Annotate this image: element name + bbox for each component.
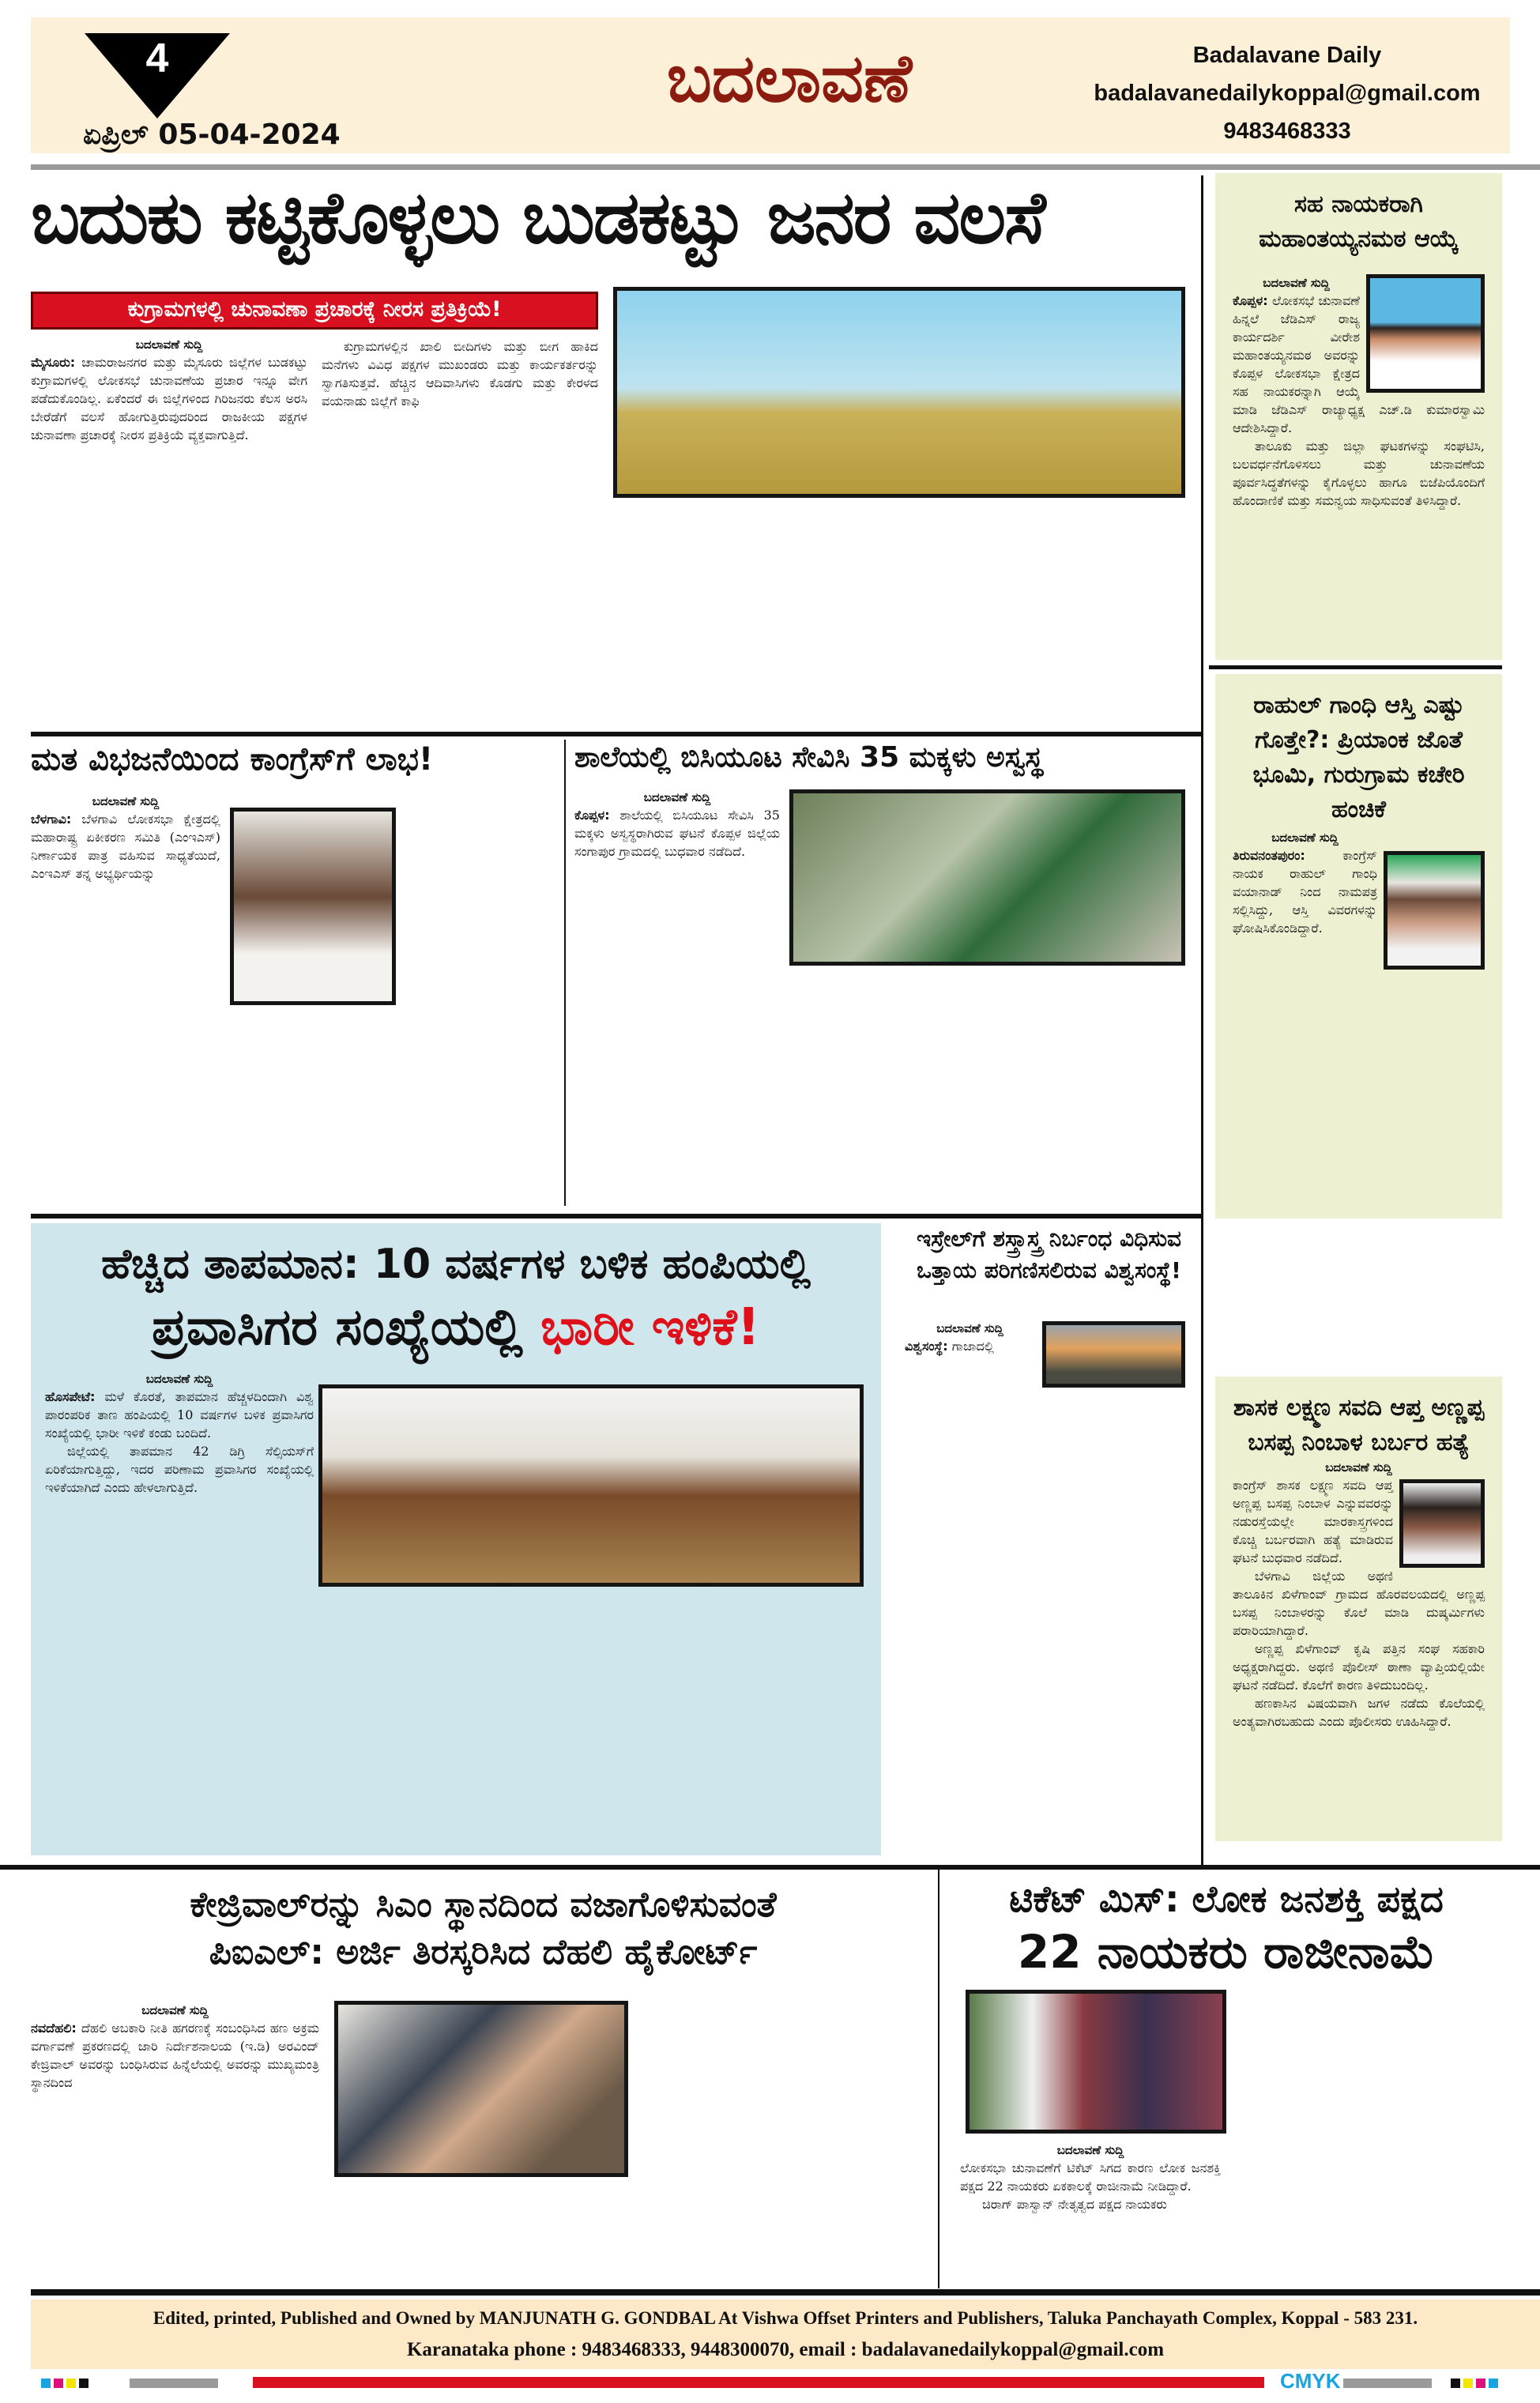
divider	[31, 164, 1540, 170]
rally-photo	[966, 1990, 1226, 2134]
person-photo	[1366, 274, 1485, 393]
ljp-headline-2: 22 ನಾಯಕರು ರಾಜೀನಾಮೆ	[1017, 1925, 1436, 1979]
dateline: ಬೆಳಗಾವಿ:	[31, 812, 72, 827]
kejriwal-headline-1: ಕೇಜ್ರಿವಾಲ್‌ರನ್ನು ಸಿಎಂ ಸ್ಥಾನದಿಂದ ವಜಾಗೊಳಿಸುವಂತೆ	[190, 1885, 777, 1925]
hampi-headline-1: ಹೆಚ್ಚಿದ ತಾಪಮಾನ: 10 ವರ್ಷಗಳ ಬಳಿಕ ಹಂಪಿಯಲ್ಲಿ	[101, 1241, 811, 1288]
story-credit: ಬದಲಾವಣೆ ಸುದ್ದಿ	[1271, 831, 1339, 845]
paragraph: ಶಾಲೆಯಲ್ಲಿ ಬಿಸಿಯೂಟ ಸೇವಿಸಿ 35 ಮಕ್ಕಳು ಅಸ್ವಸ್ಥರಾಗಿರುವ ಘಟನೆ ಕೊಪ್ಪಳ ಜಿಲ್ಲೆಯ ಸಂಗಾಪುರ ಗ್ರಾಮದಲ್ಲಿ ಬುಧವಾರ ನಡೆದಿದೆ.	[574, 808, 780, 859]
story-credit: ಬದಲಾವಣೆ ಸುದ್ದಿ	[1056, 2143, 1124, 2157]
story-credit: ಬದಲಾವಣೆ ಸುದ್ದಿ	[141, 2003, 209, 2017]
paragraph: ಲೋಕಸಭಾ ಚುನಾವಣೆಗೆ ಟಿಕೆಟ್ ಸಿಗದ ಕಾರಣ ಲೋಕ ಜನಶಕ್ತಿ ಪಕ್ಷದ 22 ನಾಯಕರು ಏಕಕಾಲಕ್ಕೆ ರಾಜೀನಾಮೆ ನೀಡಿದ್ದಾರೆ.	[960, 2160, 1221, 2194]
gray-bar	[1343, 2379, 1432, 2388]
congress-headline: ಮತ ವಿಭಜನೆಯಿಂದ ಕಾಂಗ್ರೆಸ್‌ಗೆ ಲಾಭ!	[31, 741, 434, 778]
registration-mark-yellow	[66, 2379, 76, 2388]
paragraph: ಅಣ್ಣಪ್ಪ ಖಿಳೆಗಾಂವ್ ಕೃಷಿ ಪತ್ತಿನ ಸಂಘ ಸಹಕಾರಿ ಅಧ್ಯಕ್ಷರಾಗಿದ್ದರು. ಅಥಣಿ ಪೊಲೀಸ್ ಠಾಣಾ ವ್ಯಾಪ್ತಿಯಲ್ಲಿಯೇ ಘಟನೆ ನಡೆದಿದೆ. ಕೊಲೆಗೆ ಕಾರಣ ತಿಳಿದುಬಂದಿಲ್ಲ.	[1233, 1641, 1485, 1693]
lead-headline: ಬದುಕು ಕಟ್ಟಿಕೊಳ್ಳಲು ಬುಡಕಟ್ಟು ಜನರ ವಲಸೆ	[31, 175, 1045, 260]
red-bar	[253, 2377, 1264, 2388]
story-credit: ಬದಲಾವಣೆ ಸುದ್ದಿ	[92, 794, 160, 808]
registration-mark-magenta	[1476, 2379, 1485, 2388]
victim-photo	[1399, 1479, 1485, 1568]
hampi-story	[31, 1223, 881, 1855]
kejriwal-headline-2: ಪಿಐಎಲ್: ಅರ್ಜಿ ತಿರಸ್ಕರಿಸಿದ ದೆಹಲಿ ಹೈಕೋರ್ಟ್	[209, 1932, 758, 1972]
paragraph: ಹಣಕಾಸಿನ ವಿಷಯವಾಗಿ ಜಗಳ ನಡೆದು ಕೊಲೆಯಲ್ಲಿ ಅಂತ್ಯವಾಗಿರಬಹುದು ಎಂದು ಪೊಲೀಸರು ಊಹಿಸಿದ್ದಾರೆ.	[1233, 1696, 1485, 1729]
hampi-story-body	[45, 1372, 314, 1497]
lead-subhead: ಕುಗ್ರಾಮಗಳಲ್ಲಿ ಚುನಾವಣಾ ಪ್ರಚಾರಕ್ಕೆ ನೀರಸ ಪ್ರತಿಕ್ರಿಯೆ!	[31, 292, 598, 330]
divider	[31, 1214, 1201, 1218]
paragraph: ಗಾಜಾದಲ್ಲಿ	[951, 1339, 994, 1354]
paragraph: ಜಿಲ್ಲೆಯಲ್ಲಿ ತಾಪಮಾನ 42 ಡಿಗ್ರಿ ಸೆಲ್ಸಿಯಸ್‌ಗೆ ಏರಿಕೆಯಾಗುತ್ತಿದ್ದು, ಇದರ ಪರಿಣಾಮ ಪ್ರವಾಸಿಗರ ಸಂಖ್ಯೆಯಲ್ಲಿ ಇಳಿಕೆಯಾಗಿದೆ ಎಂದು ಹೇಳಲಾಗುತ್ತಿದೆ.	[45, 1444, 314, 1495]
divider	[31, 732, 1201, 736]
newspaper-name: Badalavane Daily	[1192, 43, 1382, 68]
school-headline: ಶಾಲೆಯಲ್ಲಿ ಬಿಸಿಯೂಟ ಸೇವಿಸಿ 35 ಮಕ್ಕಳು ಅಸ್ವಸ್ಥ	[574, 741, 1044, 774]
paragraph: ದೆಹಲಿ ಅಬಕಾರಿ ನೀತಿ ಹಗರಣಕ್ಕೆ ಸಂಬಂಧಿಸಿದ ಹಣ ಅಕ್ರಮ ವರ್ಗಾವಣೆ ಪ್ರಕರಣದಲ್ಲಿ ಜಾರಿ ನಿರ್ದೇಶನಾಲಯ (ಇ.ಡಿ) ಅರವಿಂದ್ ಕೇಜ್ರಿವಾಲ್ ಅವರನ್ನು ಬಂಧಿಸಿರುವ ಹಿನ್ನೆಲೆಯಲ್ಲಿ ಅವರನ್ನು ಮುಖ್ಯಮಂತ್ರಿ ಸ್ಥಾನದಿಂದ	[31, 2021, 319, 2090]
paragraph: ಕುಗ್ರಾಮಗಳಲ್ಲಿನ ಖಾಲಿ ಬೀದಿಗಳು ಮತ್ತು ಬೀಗ ಹಾಕಿದ ಮನೆಗಳು ವಿವಿಧ ಪಕ್ಷಗಳ ಮುಖಂಡರು ಮತ್ತು ಕಾರ್ಯಕರ್ತರನ್ನು ಸ್ವಾಗತಿಸುತ್ತವೆ. ಹೆಚ್ಚಿನ ಆದಿವಾಸಿಗಳು ಕೊಡಗು ಮತ್ತು ಕೇರಳದ ವಯನಾಡು ಜಿಲ್ಲೆಗೆ ಕಾಫಿ	[322, 339, 598, 409]
imprint-contact: Karanataka phone : 9483468333, 9448300070, email : badalavanedailykoppal@gmail.com	[406, 2339, 1165, 2360]
kejriwal-story-body	[31, 2003, 319, 2092]
kejriwal-photo	[334, 2001, 628, 2177]
registration-mark-cyan	[1489, 2379, 1498, 2388]
divider	[0, 1865, 1540, 1870]
dateline: ನವದೆಹಲಿ:	[31, 2021, 77, 2036]
dateline: ಕೊಪ್ಪಳ:	[574, 808, 610, 823]
masthead-email[interactable]: badalavanedailykoppal@gmail.com	[1094, 81, 1481, 106]
registration-mark-cyan	[41, 2379, 51, 2388]
dateline: ವಿಶ್ವಸಂಸ್ಥೆ:	[905, 1339, 948, 1354]
masthead	[31, 17, 1510, 153]
newspaper-logo: ಬದಲಾವಣೆ	[666, 40, 913, 117]
story-credit: ಬದಲಾವಣೆ ಸುದ್ದಿ	[643, 790, 711, 804]
paragraph: ಬೆಳಗಾವಿ ಜಿಲ್ಲೆಯ ಅಥಣಿ ತಾಲೂಕಿನ ಖಿಳೆಗಾಂವ್ ಗ್ರಾಮದ ಹೊರವಲಯದಲ್ಲಿ ಅಣ್ಣಪ್ಪ ಬಸಪ್ಪ ನಿಂಬಾಳರನ್ನು ಕೊಲೆ ಮಾಡಿ ದುಷ್ಕರ್ಮಿಗಳು ಪರಾರಿಯಾಗಿದ್ದಾರೆ.	[1233, 1569, 1485, 1638]
israel-story-body	[905, 1321, 1035, 1355]
lead-story-body	[31, 337, 598, 721]
sidebar-headline: ರಾಹುಲ್ ಗಾಂಧಿ ಆಸ್ತಿ ಎಷ್ಟು ಗೊತ್ತೇ?: ಪ್ರಿಯಾಂಕ ಜೊತೆ ಭೂಮಿ, ಗುರುಗ್ರಾಮ ಕಚೇರಿ ಹಂಚಿಕೆ	[1252, 691, 1465, 823]
school-children-photo	[789, 789, 1185, 966]
paragraph: ಕಾಂಗ್ರೆಸ್ ನಾಯಕ ರಾಹುಲ್ ಗಾಂಧಿ ವಯಾನಾಡ್ ನಿಂದ ನಾಮಪತ್ರ ಸಲ್ಲಿಸಿದ್ದು, ಆಸ್ತಿ ವಿವರಗಳನ್ನು ಘೋಷಿಸಿಕೊಂಡಿದ್ದಾರೆ.	[1233, 848, 1377, 936]
story-credit: ಬದಲಾವಣೆ ಸುದ್ದಿ	[936, 1321, 1003, 1335]
ljp-story-body	[960, 2143, 1221, 2213]
paragraph: ಬೆಳಗಾವಿ ಲೋಕಸಭಾ ಕ್ಷೇತ್ರದಲ್ಲಿ ಮಹಾರಾಷ್ಟ್ರ ಏಕೀಕರಣ ಸಮಿತಿ (ಎಂಇಎಸ್) ನಿರ್ಣಾಯಕ ಪಾತ್ರ ವಹಿಸುವ ಸಾಧ್ಯತೆಯಿದೆ, ಎಂಇಎಸ್ ತನ್ನ ಅಭ್ಯರ್ಥಿಯನ್ನು	[31, 812, 220, 881]
sidebar-story-3	[1215, 1377, 1502, 1841]
school-story-body	[574, 790, 780, 861]
sidebar-headline: ಸಹ ನಾಯಕರಾಗಿ ಮಹಾಂತಯ್ಯನಮಠ ಆಯ್ಕೆ	[1259, 190, 1459, 253]
artillery-photo	[1042, 1321, 1185, 1388]
ljp-headline-1: ಟಿಕೆಟ್ ಮಿಸ್: ಲೋಕ ಜನಶಕ್ತಿ ಪಕ್ಷದ	[1009, 1878, 1444, 1920]
sidebar-story-1	[1215, 173, 1502, 660]
imprint-line: Edited, printed, Published and Owned by MANJUNATH G. GONDBAL At Vishwa Offset Printers and Publishers, Taluka Panchayath Complex, Koppal - 583 231.	[152, 2308, 1418, 2328]
registration-mark-black	[79, 2379, 88, 2388]
dateline: ಕೊಪ್ಪಳ:	[1233, 293, 1268, 308]
sidebar-story-2	[1215, 674, 1502, 1218]
story-credit: ಬದಲಾವಣೆ ಸುದ್ದಿ	[1263, 276, 1330, 290]
hampi-headline-highlight: ಭಾರೀ ಇಳಿಕೆ!	[540, 1298, 760, 1357]
masthead-contact	[1082, 36, 1493, 150]
sidebar-headline: ಶಾಸಕ ಲಕ್ಷ್ಮಣ ಸವದಿ ಆಪ್ತ ಅಣ್ಣಪ್ಪ ಬಸಪ್ಪ ನಿಂಬಾಳ ಬರ್ಬರ ಹತ್ಯೆ	[1233, 1394, 1485, 1456]
column-divider	[1201, 175, 1203, 1866]
paragraph: ತಾಲೂಕು ಮತ್ತು ಜಿಲ್ಲಾ ಘಟಕಗಳನ್ನು ಸಂಘಟಿಸಿ, ಬಲವರ್ಧನೆಗೊಳಿಸಲು ಮತ್ತು ಚುನಾವಣೆಯ ಪೂರ್ವಸಿದ್ಧತೆಗಳನ್ನು ಕೈಗೊಳ್ಳಲು ಹಾಗೂ ಬಿಜೆಪಿಯೊಂದಿಗೆ ಹೊಂದಾಣಿಕೆ ಮತ್ತು ಸಮನ್ವಯ ಸಾಧಿಸುವಂತೆ ತಿಳಿಸಿದ್ದಾರೆ.	[1233, 439, 1485, 508]
registration-mark-magenta	[54, 2379, 63, 2388]
divider	[31, 2289, 1540, 2296]
paragraph: ಮಳೆ ಕೊರತೆ, ತಾಪಮಾನ ಹೆಚ್ಚಳದಿಂದಾಗಿ ವಿಶ್ವ ಪಾರಂಪರಿಕ ತಾಣ ಹಂಪಿಯಲ್ಲಿ 10 ವರ್ಷಗಳ ಬಳಿಕ ಪ್ರವಾಸಿಗರ ಸಂಖ್ಯೆಯಲ್ಲಿ ಭಾರೀ ಇಳಿಕೆ ಕಂಡು ಬಂದಿದೆ.	[45, 1389, 314, 1441]
dateline: ಮೈಸೂರು:	[31, 355, 76, 370]
gray-bar	[130, 2379, 218, 2388]
paragraph: ಚಾಮರಾಜನಗರ ಮತ್ತು ಮೈಸೂರು ಜಿಲ್ಲೆಗಳ ಬುಡಕಟ್ಟು ಕುಗ್ರಾಮಗಳಲ್ಲಿ ಲೋಕಸಭೆ ಚುನಾವಣೆಯ ಪ್ರಚಾರ ಇನ್ನೂ ವೇಗ ಪಡೆದುಕೊಂಡಿಲ್ಲ. ಏಕೆಂದರೆ ಈ ಜಿಲ್ಲೆಗಳಿಂದ ಗಿರಿಜನರು ಕೆಲಸ ಅರಸಿ ಬೇರೆಡೆಗೆ ವಲಸೆ ಹೋಗುತ್ತಿರುವುದರಿಂದ ರಾಜಕೀಯ ಪಕ್ಷಗಳ ಚುನಾವಣಾ ಪ್ರಚಾರಕ್ಕೆ ನೀರಸ ಪ್ರತಿಕ್ರಿಯೆ ವ್ಯಕ್ತವಾಗುತ್ತಿದೆ.	[31, 355, 307, 443]
column-divider	[938, 1870, 939, 2288]
page-number: 4	[145, 36, 169, 81]
masthead-phone: 9483468333	[1223, 119, 1351, 144]
israel-headline: ಇಸ್ರೇಲ್‌ಗೆ ಶಸ್ತ್ರಾಸ್ತ್ರ ನಿರ್ಬಂಧ ವಿಧಿಸುವ ಒತ್ತಾಯ ಪರಿಗಣಿಸಲಿರುವ ವಿಶ್ವಸಂಸ್ಥೆ!	[917, 1226, 1181, 1283]
cmyk-label: CMYK	[1280, 2369, 1341, 2393]
paragraph: ಚಿರಾಗ್ ಪಾಸ್ವಾನ್ ನೇತೃತ್ವದ ಪಕ್ಷದ ನಾಯಕರು	[982, 2197, 1167, 2212]
paragraph: ಲೋಕಸಭೆ ಚುನಾವಣೆ ಹಿನ್ನಲೆ ಜೆಡಿಎಸ್ ರಾಜ್ಯ ಕಾರ್ಯದರ್ಶಿ ವೀರೇಶ ಮಹಾಂತಯ್ಯನಮಠ ಅವರನ್ನು ಕೊಪ್ಪಳ ಲೋಕಸಭಾ ಕ್ಷೇತ್ರದ ಸಹ ನಾಯಕರನ್ನಾಗಿ ಆಯ್ಕೆ ಮಾಡಿ ಜೆಡಿಎಸ್ ರಾಜ್ಯಾಧ್ಯಕ್ಷ ಎಚ್.ಡಿ ಕುಮಾರಸ್ವಾಮಿ ಆದೇಶಿಸಿದ್ದಾರೆ.	[1233, 293, 1485, 435]
column-divider	[564, 740, 566, 1206]
registration-mark-black	[1451, 2379, 1460, 2388]
politician-photo	[230, 808, 396, 1005]
registration-mark-yellow	[1463, 2379, 1473, 2388]
story-credit: ಬದಲಾವಣೆ ಸುದ್ದಿ	[145, 1372, 213, 1386]
dateline: ತಿರುವನಂತಪುರಂ:	[1233, 848, 1305, 863]
imprint-footer	[31, 2299, 1540, 2369]
story-credit: ಬದಲಾವಣೆ ಸುದ್ದಿ	[1325, 1460, 1392, 1475]
dateline: ಹೊಸಪೇಟೆ:	[45, 1389, 96, 1404]
congress-story-body	[31, 794, 220, 883]
paragraph: ಕಾಂಗ್ರೆಸ್ ಶಾಸಕ ಲಕ್ಷ್ಮಣ ಸವದಿ ಆಪ್ತ ಅಣ್ಣಪ್ಪ ಬಸಪ್ಪ ನಿಂಬಾಳ ಎನ್ನುವವರನ್ನು ನಡುರಸ್ತೆಯಲ್ಲೇ ಮಾರಕಾಸ್ತ್ರಗಳಿಂದ ಕೊಚ್ಚಿ ಬರ್ಬರವಾಗಿ ಹತ್ಯೆ ಮಾಡಿರುವ ಘಟನೆ ಬುಧವಾರ ನಡೆದಿದೆ.	[1233, 1478, 1393, 1565]
rahul-gandhi-photo	[1384, 851, 1485, 970]
hampi-photo	[318, 1384, 864, 1587]
story-credit: ಬದಲಾವಣೆ ಸುದ್ದಿ	[135, 337, 203, 352]
divider	[1209, 665, 1502, 669]
issue-date: ಏಪ್ರಿಲ್ 05-04-2024	[83, 119, 341, 151]
hampi-headline-2: ಪ್ರವಾಸಿಗರ ಸಂಖ್ಯೆಯಲ್ಲಿ	[152, 1298, 523, 1357]
migrants-photo	[613, 287, 1185, 498]
